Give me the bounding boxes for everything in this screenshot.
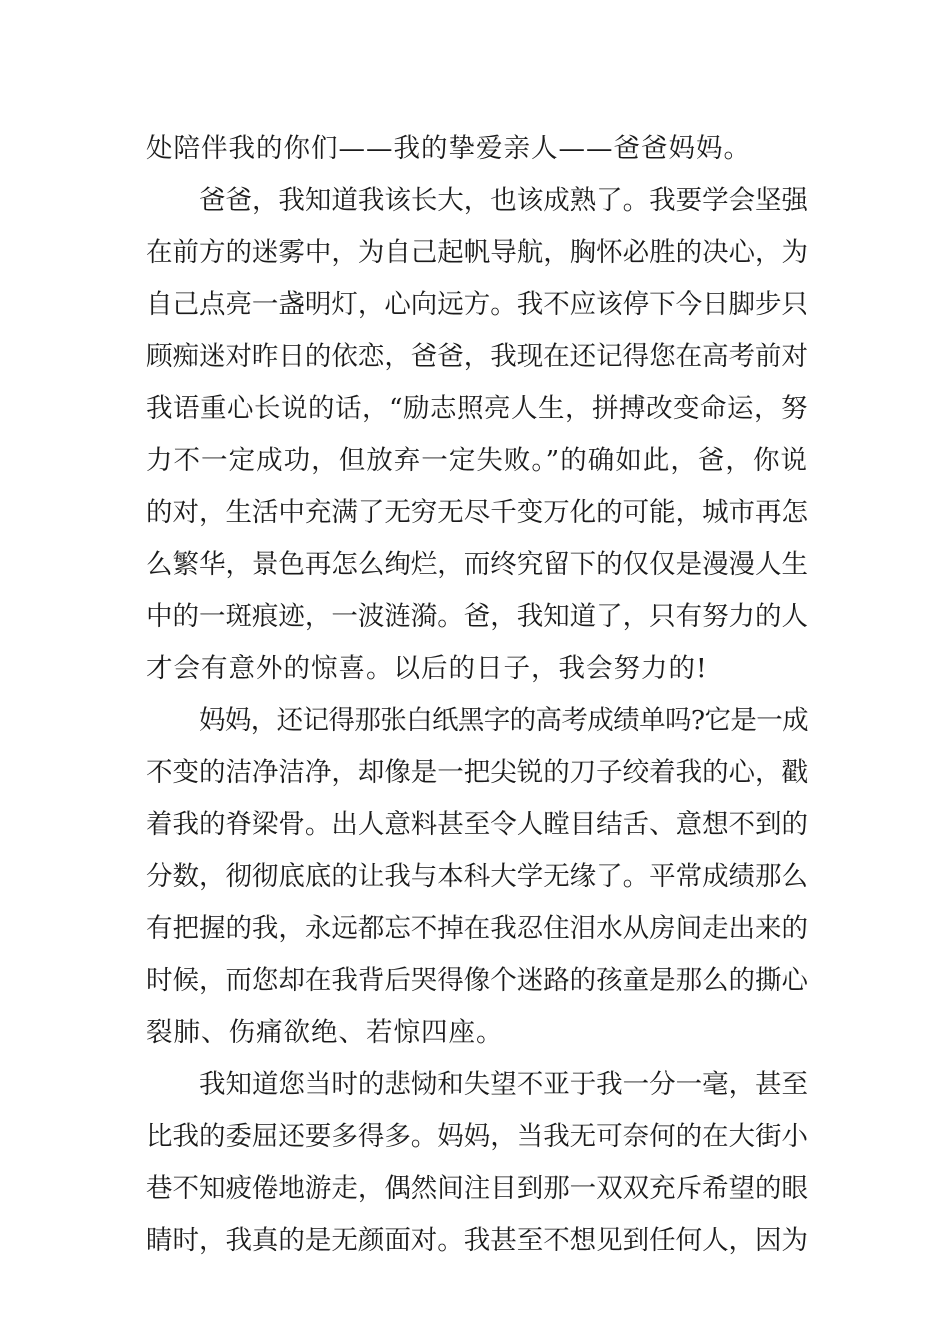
- text-line: 我语重心长说的话，“励志照亮人生，拼搏改变命运，努: [146, 393, 808, 424]
- text-line: 中的一斑痕迹，一波涟漪。爸，我知道了，只有努力的人: [146, 601, 808, 632]
- paragraph: [146, 180, 808, 700]
- text-line: 顾痴迷对昨日的依恋，爸爸，我现在还记得您在高考前对: [146, 341, 808, 372]
- text-line: 着我的脊梁骨。出人意料甚至令人瞠目结舌、意想不到的: [146, 809, 808, 840]
- text-line: 比我的委屈还要多得多。妈妈，当我无可奈何的在大街小: [146, 1121, 808, 1152]
- text-line: 分数，彻彻底底的让我与本科大学无缘了。平常成绩那么: [146, 861, 808, 892]
- text-line: 才会有意外的惊喜。以后的日子，我会努力的!: [146, 653, 708, 684]
- text-line: 不变的洁净洁净，却像是一把尖锐的刀子绞着我的心，戳: [146, 757, 808, 788]
- text-line: 裂肺、伤痛欲绝、若惊四座。: [146, 1017, 504, 1048]
- text-line: 在前方的迷雾中，为自己起帆导航，胸怀必胜的决心，为: [146, 237, 808, 268]
- text-line: 力不一定成功，但放弃一定失败。”的确如此，爸，你说: [146, 445, 808, 476]
- text-line: 巷不知疲倦地游走，偶然间注目到那一双双充斥希望的眼: [146, 1173, 808, 1204]
- paragraph: [146, 128, 808, 180]
- text-line: 时候，而您却在我背后哭得像个迷路的孩童是那么的撕心: [146, 965, 808, 996]
- text-line: 我知道您当时的悲恸和失望不亚于我一分一毫，甚至: [199, 1069, 808, 1100]
- text-line: 爸爸，我知道我该长大，也该成熟了。我要学会坚强: [199, 185, 808, 216]
- body-text: [146, 128, 808, 1272]
- paragraph: [146, 1064, 808, 1272]
- text-line: 处陪伴我的你们——我的挚爱亲人——爸爸妈妈。: [146, 133, 751, 164]
- text-line: 妈妈，还记得那张白纸黑字的高考成绩单吗?它是一成: [199, 705, 808, 736]
- text-line: 么繁华，景色再怎么绚烂，而终究留下的仅仅是漫漫人生: [146, 549, 808, 580]
- paragraph: [146, 700, 808, 1064]
- text-line: 有把握的我，永远都忘不掉在我忍住泪水从房间走出来的: [146, 913, 808, 944]
- text-line: 自己点亮一盏明灯，心向远方。我不应该停下今日脚步只: [146, 289, 808, 320]
- text-line: 的对，生活中充满了无穷无尽千变万化的可能，城市再怎: [146, 497, 808, 528]
- text-line: 睛时，我真的是无颜面对。我甚至不想见到任何人，因为: [146, 1225, 808, 1256]
